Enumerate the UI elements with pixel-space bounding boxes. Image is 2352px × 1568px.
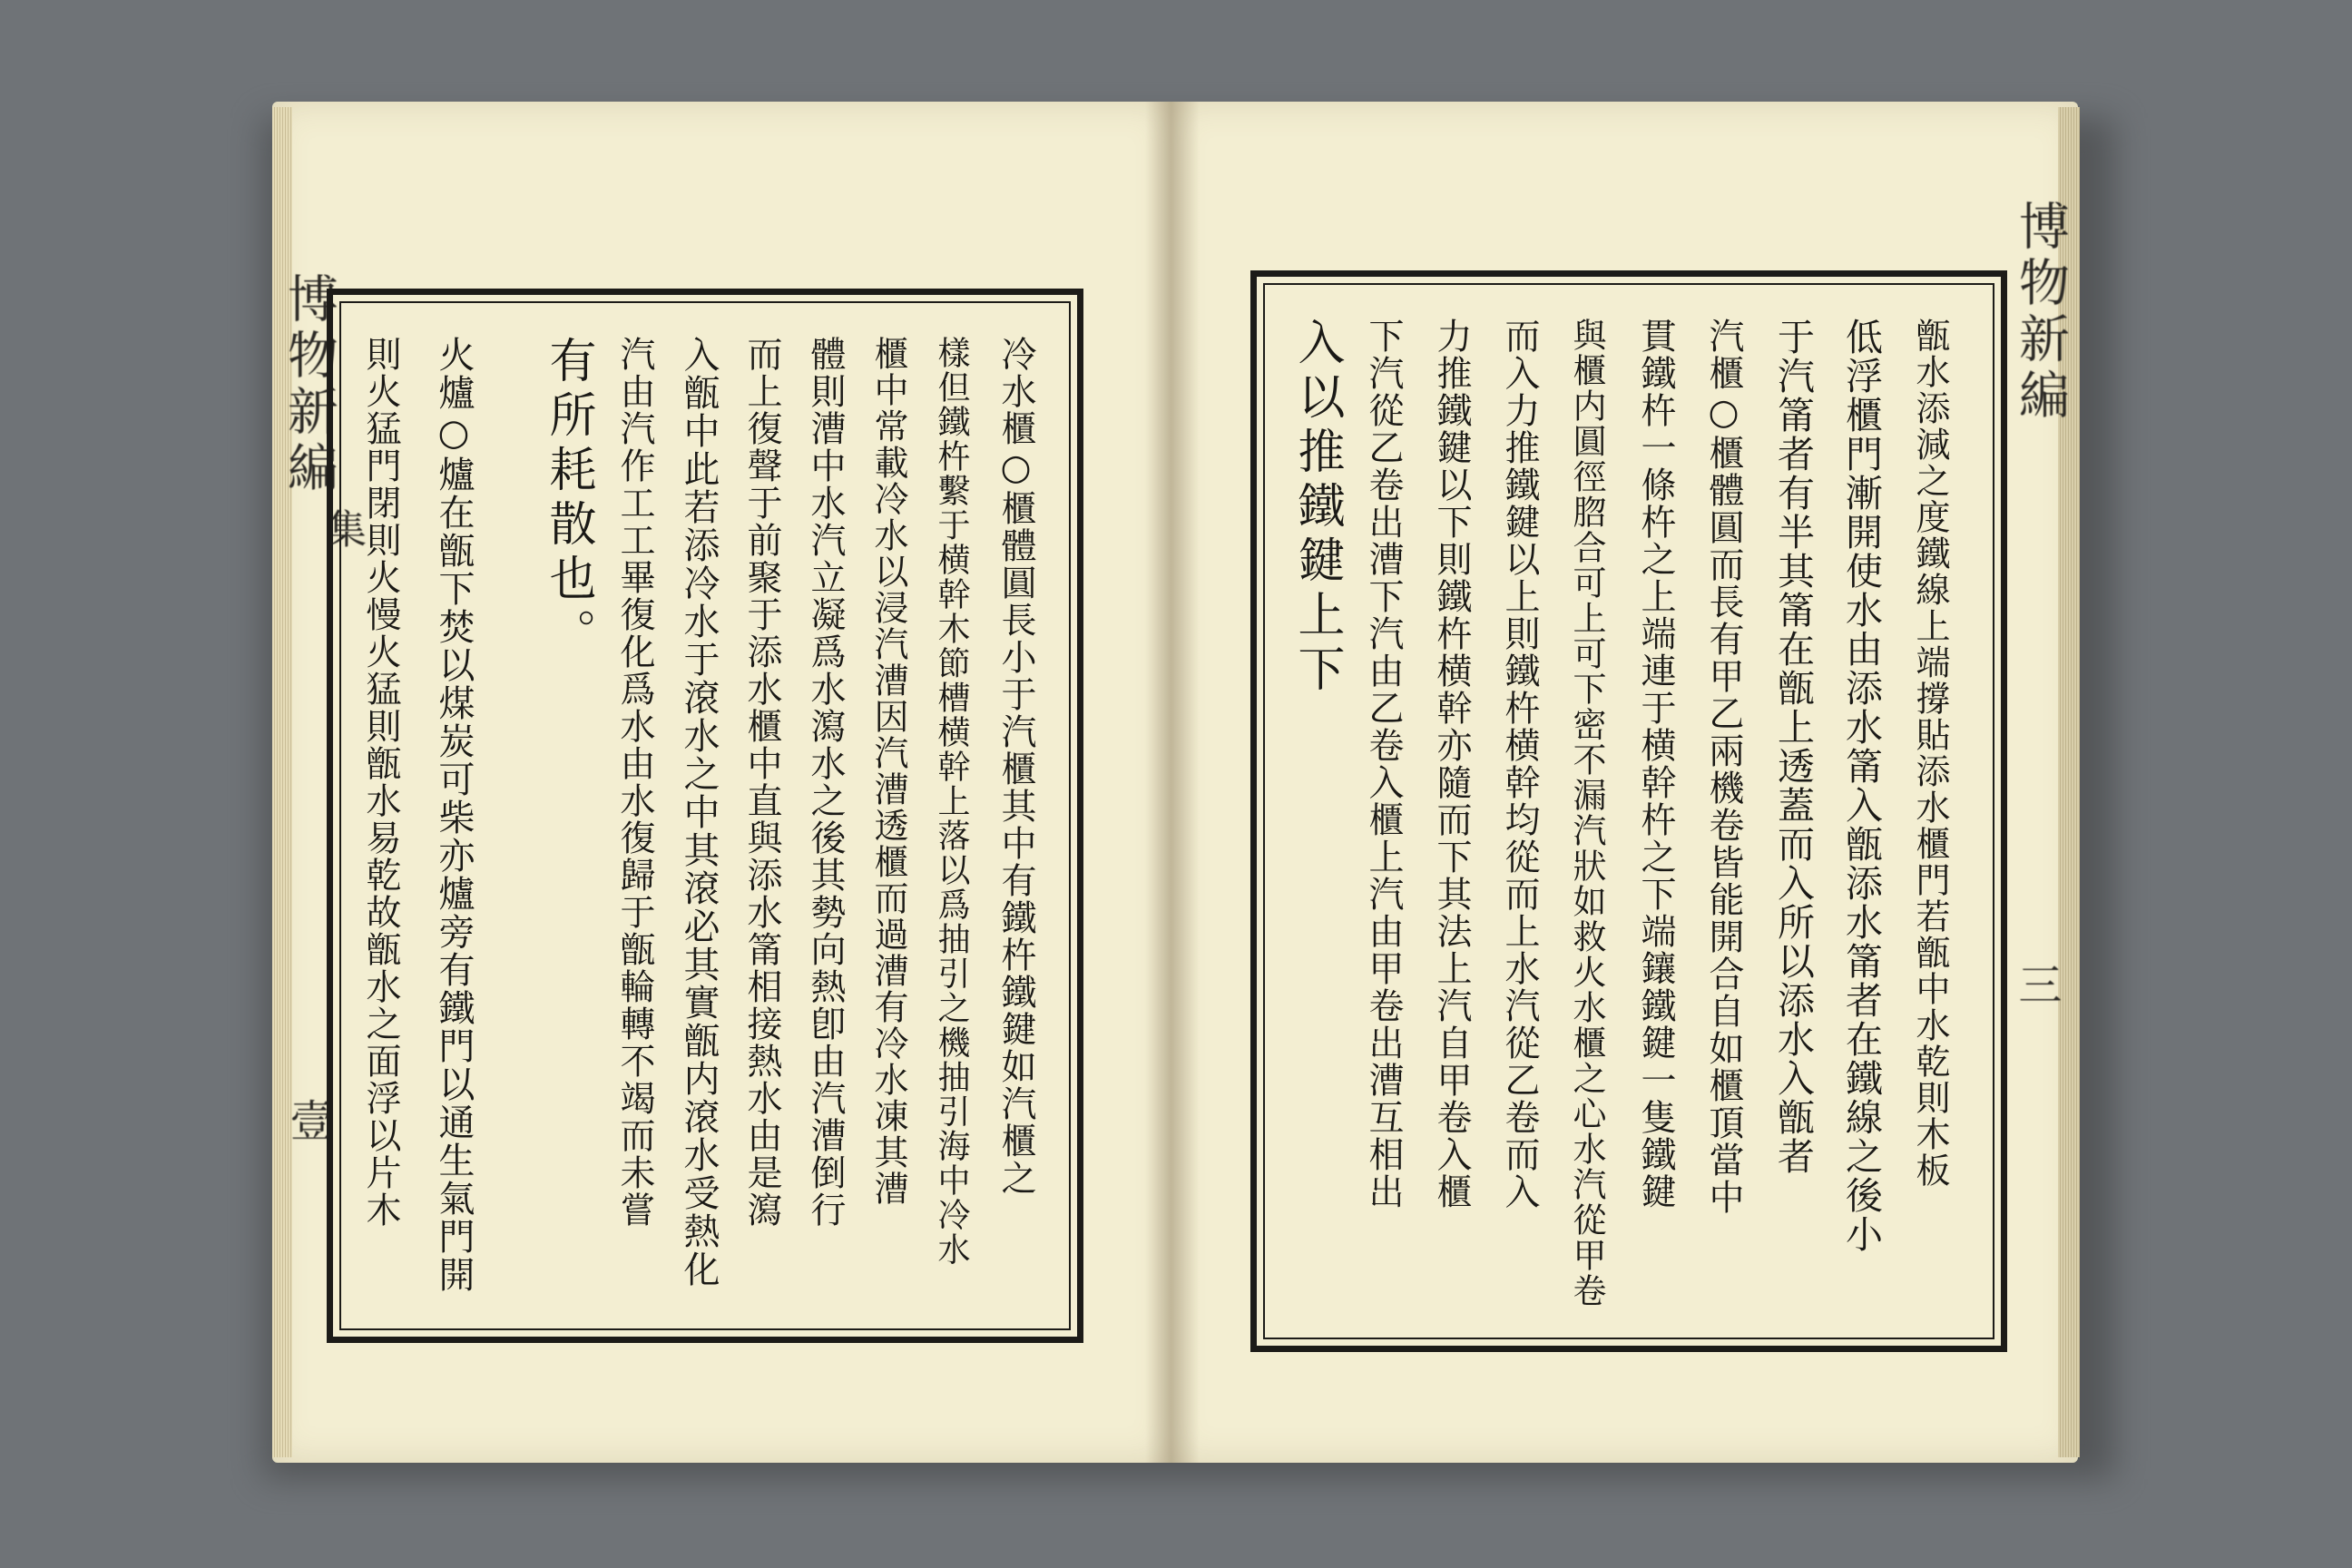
right-column-2: 低浮櫃門漸開使水由添水筩入甑添水筩者在鐵線之後小	[1839, 318, 1883, 1254]
left-column-1: 冷水櫃○櫃體圓長小于汽櫃其中有鐵杵鐵鍵如汽櫃之	[995, 336, 1036, 1197]
left-margin-page: 壹	[282, 1098, 333, 1147]
right-column-3: 于汽筩者有半其筩在甑上透蓋而入所以添水入甑者	[1771, 318, 1815, 1176]
left-column-7: 汽由汽作工工畢復化爲水由水復歸于甑輪轉不竭而未嘗	[614, 336, 655, 1229]
right-column-7: 而入力推鐵鍵以上則鐵杵横幹均從而上水汽從乙卷而入	[1499, 318, 1540, 1210]
left-column-9: 火爐○爐在甑下焚以煤炭可柴亦爐旁有鐵門以通生氣門開	[433, 336, 475, 1294]
right-column-10: 入以推鐵鍵上下	[1289, 318, 1344, 699]
right-column-8: 力推鐵鍵以下則鐵杵横幹亦隨而下其法上汽自甲卷入櫃	[1431, 318, 1472, 1210]
left-column-10: 則火猛門閉則火慢火猛則甑水易乾故甑水之面浮以片木	[360, 336, 401, 1229]
left-column-6: 入甑中此若添冷水于滾水之中其滾必其實甑内滾水受熱化	[678, 336, 720, 1289]
left-column-4: 體則漕中水汽立凝爲水瀉水之後其勢向熱卽由汽漕倒行	[805, 336, 846, 1229]
right-column-1: 甑水添減之度鐵線上端撐貼添水櫃門若甑中水乾則木板	[1910, 318, 1950, 1189]
left-column-8: 有所耗散也。	[541, 336, 595, 662]
book-gutter	[1145, 102, 1200, 1463]
left-column-5: 而上復聲于前聚于添水櫃中直與添水筩相接熱水由是瀉	[741, 336, 782, 1229]
right-column-5: 貫鐵杵一條杵之上端連于横幹杵之下端鑲鐵鍵一隻鐵鍵	[1635, 318, 1676, 1210]
right-column-6: 與櫃内圓徑脗合可上可下密不漏汽狀如救火水櫃之心水汽從甲卷	[1567, 318, 1606, 1308]
right-margin-page: 三	[2011, 962, 2062, 1011]
right-column-4: 汽櫃○櫃體圓而長有甲乙兩機卷皆能開合自如櫃頂當中	[1703, 318, 1744, 1216]
left-margin-volume: 集	[319, 508, 366, 554]
left-margin-title: 博物新編	[279, 272, 338, 497]
left-column-3: 櫃中常載冷水以浸汽漕因汽漕透櫃而過漕有冷水凍其漕	[868, 336, 908, 1207]
left-column-2: 樣但鐵杵繫于横幹木節槽横幹上落以爲抽引之機抽引海中冷水	[933, 336, 970, 1267]
right-margin-title: 博物新編	[2011, 200, 2070, 425]
right-column-9: 下汽從乙卷出漕下汽由乙卷入櫃上汽由甲卷出漕互相出	[1363, 318, 1404, 1210]
